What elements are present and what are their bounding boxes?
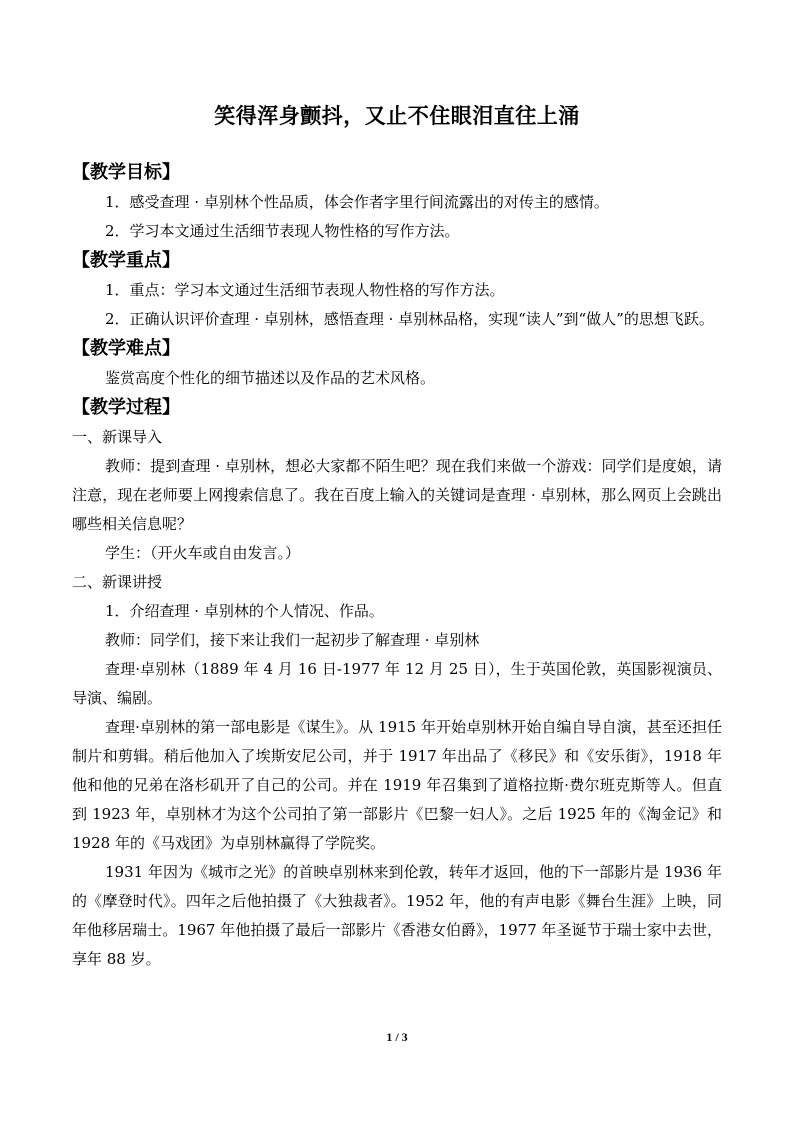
page-number: 1 / 3	[386, 1030, 408, 1044]
part2-paragraph-5: 1931 年因为《城市之光》的首映卓别林来到伦敦，转年才返回，他的下一部影片是 1936 年的《摩登时代》。四年之后他拍摄了《大独裁者》。1952 年，他的有声电影《舞台生涯》上映，同年他移居瑞士。1967 年他拍摄了最后一部影片《香港女伯爵》，1977 年圣诞节于瑞士家中去世，享年 88 岁。	[72, 863, 722, 968]
process-heading: 【教学过程】	[72, 397, 180, 418]
goals-item-2: 2．学习本文通过生活细节表现人物性格的写作方法。	[105, 222, 460, 240]
part2-paragraph-1: 1．介绍查理 · 卓别林的个人情况、作品。	[105, 602, 384, 620]
part1-paragraph-2: 学生：（开火车或自由发言。）	[105, 544, 301, 562]
part2-title: 二、新课讲授	[72, 573, 163, 591]
part1-paragraph-1: 教师：提到查理 · 卓别林，想必大家都不陌生吧？现在我们来做一个游戏：同学们是度娘，请注意，现在老师要上网搜索信息了。我在百度上输入的关键词是查理 · 卓别林，那么网页上会跳出哪些相关信息呢？	[72, 457, 722, 533]
part2-paragraph-4: 查理·卓别林的第一部电影是《谋生》。从 1915 年开始卓别林开始自编自导自演，甚至还担任制片和剪辑。稍后他加入了埃斯安尼公司，并于 1917 年出品了《移民》和《安乐街》，1918 年他和他的兄弟在洛杉矶开了自己的公司。并在 1919 年召集到了道格拉斯·费尔班克斯等人。但直到 1923 年，卓别林才为这个公司拍了第一部影片《巴黎一妇人》。之后 1925 年的《淘金记》和 1928 年的《马戏团》为卓别林赢得了学院奖。	[72, 718, 722, 852]
difficulties-item-1: 鉴赏高度个性化的细节描述以及作品的艺术风格。	[105, 369, 436, 387]
part2-paragraph-2: 教师：同学们，接下来让我们一起初步了解查理 · 卓别林	[105, 631, 480, 649]
key-points-item-1: 1．重点：学习本文通过生活细节表现人物性格的写作方法。	[105, 281, 505, 299]
document-title: 笑得浑身颤抖，又止不住眼泪直往上涌	[214, 103, 580, 128]
part1-title: 一、新课导入	[72, 428, 163, 446]
goals-heading: 【教学目标】	[72, 162, 180, 183]
document-body	[72, 158, 722, 974]
part2-paragraph-3: 查理·卓别林（1889 年 4 月 16 日-1977 年 12 月 25 日），生于英国伦敦，英国影视演员、导演、编剧。	[72, 660, 722, 707]
key-points-item-2: 2．正确认识评价查理 · 卓别林，感悟查理 · 卓别林品格，实现“读人”到“做人”的思想飞跃。	[105, 310, 714, 328]
goals-item-1: 1．感受查理 · 卓别林个性品质，体会作者字里行间流露出的对传主的感情。	[105, 193, 609, 211]
key-points-heading: 【教学重点】	[72, 250, 180, 271]
difficulties-heading: 【教学难点】	[72, 338, 180, 359]
